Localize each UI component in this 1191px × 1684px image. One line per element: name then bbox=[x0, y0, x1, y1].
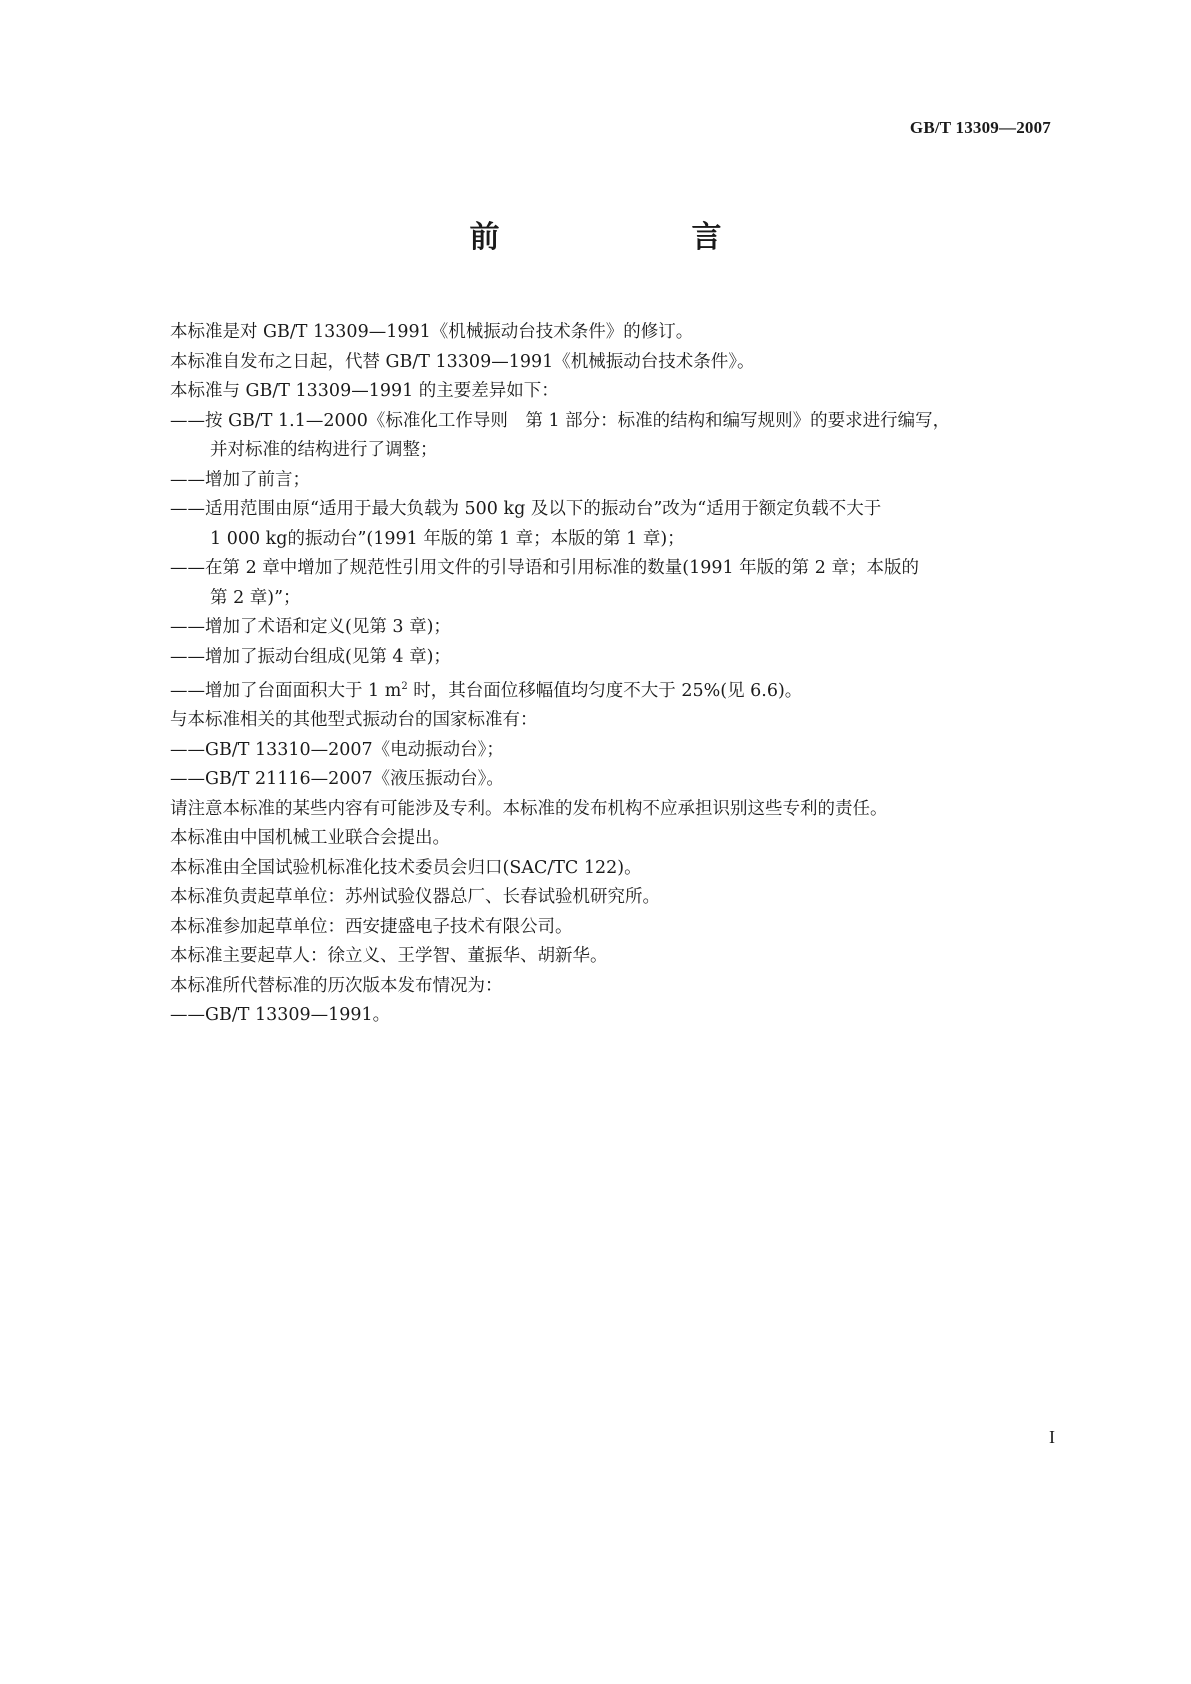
paragraph-replaces: 本标准自发布之日起，代替 GB/T 13309—1991《机械振动台技术条件》。 bbox=[170, 351, 755, 372]
difference-item-5: ——增加了术语和定义(见第 3 章)； bbox=[170, 617, 451, 637]
paragraph-revision: 本标准是对 GB/T 13309—1991《机械振动台技术条件》的修订。 bbox=[170, 322, 694, 342]
difference-item-7-text-start: ——增加了台面面积大于 1 m bbox=[170, 680, 402, 701]
related-standard-item-2: ——GB/T 21116—2007《液压振动台》。 bbox=[170, 769, 504, 790]
paragraph-proposed-by: 本标准由中国机械工业联合会提出。 bbox=[170, 828, 450, 849]
difference-item-2: ——增加了前言； bbox=[170, 469, 310, 490]
page-title: 前 言 bbox=[469, 220, 766, 255]
paragraph-patent-notice: 请注意本标准的某些内容有可能涉及专利。本标准的发布机构不应承担识别这些专利的责任。 bbox=[170, 798, 888, 819]
difference-item-4-continued: 第 2 章)”； bbox=[210, 587, 301, 608]
paragraph-drafters: 本标准主要起草人：徐立义、王学智、董振华、胡新华。 bbox=[170, 946, 608, 967]
paragraph-drafting-units: 本标准负责起草单位：苏州试验仪器总厂、长春试验机研究所。 bbox=[170, 887, 660, 908]
difference-item-7-text-end: 时，其台面位移幅值均匀度不大于 25%(见 6.6)。 bbox=[407, 680, 803, 701]
difference-item-1: ——按 GB/T 1.1—2000《标准化工作导则 第 1 部分：标准的结构和编写规则》的要求进行编写， bbox=[170, 410, 951, 431]
difference-item-3-continued: 1 000 kg的振动台”(1991 年版的第 1 章；本版的第 1 章)； bbox=[210, 528, 685, 549]
paragraph-related-standards: 与本标准相关的其他型式振动台的国家标准有： bbox=[170, 710, 538, 731]
superscript-exponent: 2 bbox=[401, 681, 408, 692]
paragraph-differences-intro: 本标准与 GB/T 13309—1991 的主要差异如下： bbox=[170, 381, 559, 401]
version-history-item-1: ——GB/T 13309—1991。 bbox=[170, 1005, 391, 1026]
paragraph-administered-by: 本标准由全国试验机标准化技术委员会归口(SAC/TC 122)。 bbox=[170, 857, 642, 878]
foreword-body bbox=[170, 318, 1060, 1031]
difference-item-4: ——在第 2 章中增加了规范性引用文件的引导语和引用标准的数量(1991 年版的第 2 章；本版的 bbox=[170, 558, 919, 578]
difference-item-7 bbox=[170, 672, 1060, 706]
difference-item-1-continued: 并对标准的结构进行了调整； bbox=[210, 440, 438, 460]
paragraph-version-history: 本标准所代替标准的历次版本发布情况为： bbox=[170, 975, 503, 996]
related-standard-item-1: ——GB/T 13310—2007《电动振动台》； bbox=[170, 739, 504, 760]
standard-code-header: GB/T 13309—2007 bbox=[909, 118, 1051, 137]
difference-item-3: ——适用范围由原“适用于最大负载为 500 kg 及以下的振动台”改为“适用于额定负载不大于 bbox=[170, 499, 882, 519]
page-number: I bbox=[1049, 1427, 1055, 1447]
difference-item-6: ——增加了振动台组成(见第 4 章)； bbox=[170, 646, 451, 667]
paragraph-participating-units: 本标准参加起草单位：西安捷盛电子技术有限公司。 bbox=[170, 916, 573, 937]
